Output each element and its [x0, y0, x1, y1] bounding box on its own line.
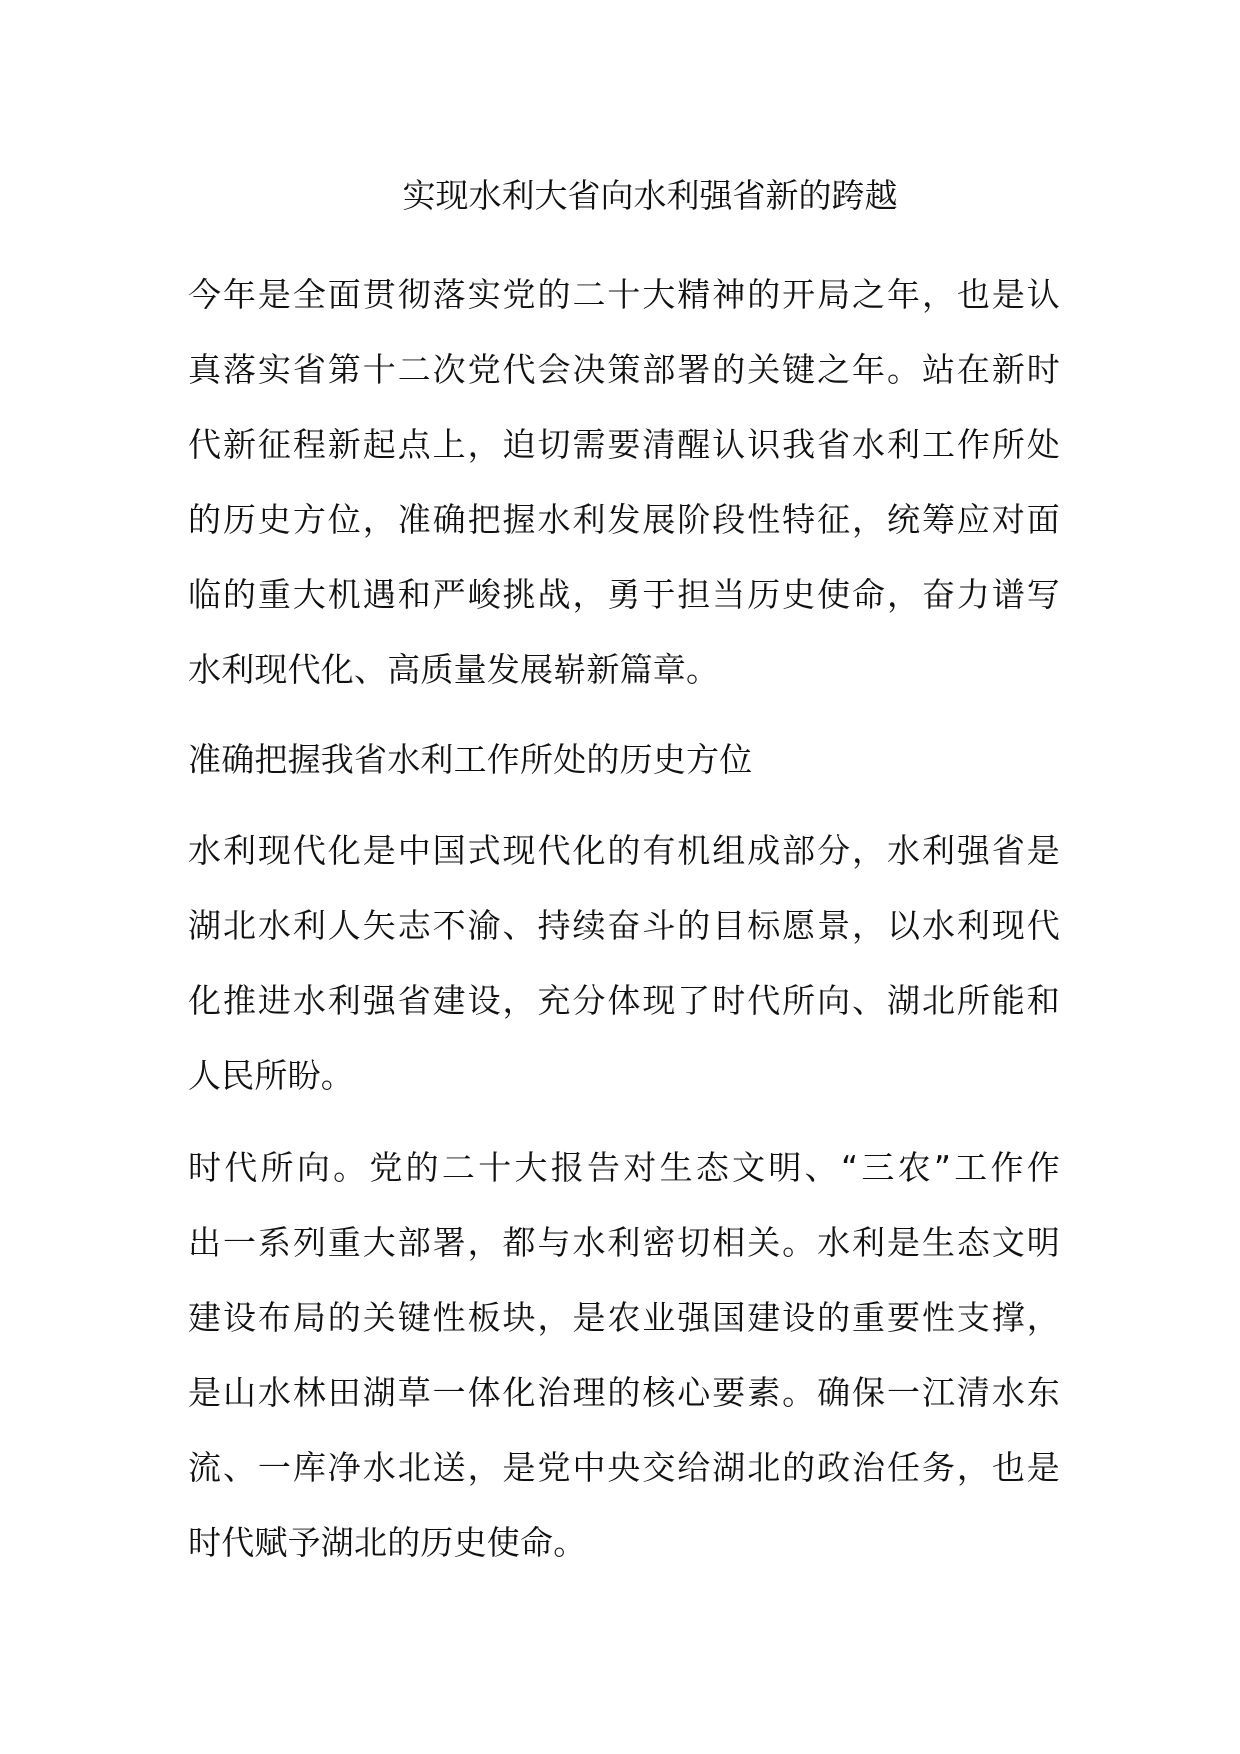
paragraph-line: 时代所向。党的二十大报告对生态文明、“三农”工作作 [188, 1148, 1060, 1187]
paragraph-line: 出一系列重大部署，都与水利密切相关。水利是生态文明 [188, 1223, 1060, 1262]
paragraph-line: 建设布局的关键性板块，是农业强国建设的重要性支撑， [188, 1298, 1060, 1337]
paragraph [188, 1130, 1060, 1580]
paragraph-line: 代新征程新起点上，迫切需要清醒认识我省水利工作所处 [188, 425, 1060, 464]
paragraph-line: 化推进水利强省建设，充分体现了时代所向、湖北所能和 [188, 981, 1060, 1020]
paragraph-line: 人民所盼。 [188, 1056, 354, 1095]
paragraph-line: 流、一库净水北送，是党中央交给湖北的政治任务，也是 [188, 1448, 1060, 1487]
document-title: 实现水利大省向水利强省新的跨越 [402, 176, 898, 215]
section-heading [188, 722, 1060, 797]
paragraph-line: 水利现代化是中国式现代化的有机组成部分，水利强省是 [188, 831, 1060, 870]
paragraph-line: 时代赋予湖北的历史使命。 [188, 1523, 587, 1562]
paragraph-line: 今年是全面贯彻落实党的二十大精神的开局之年，也是认 [188, 275, 1060, 314]
paragraph-line: 湖北水利人矢志不渝、持续奋斗的目标愿景，以水利现代 [188, 906, 1060, 945]
paragraph [188, 257, 1060, 707]
paragraph-line: 的历史方位，准确把握水利发展阶段性特征，统筹应对面 [188, 500, 1060, 539]
section-heading-text: 准确把握我省水利工作所处的历史方位 [188, 740, 753, 779]
paragraph-line: 是山水林田湖草一体化治理的核心要素。确保一江清水东 [188, 1373, 1060, 1412]
paragraph-line: 临的重大机遇和严峻挑战，勇于担当历史使命，奋力谱写 [188, 575, 1060, 614]
paragraph-line: 水利现代化、高质量发展崭新篇章。 [188, 650, 720, 689]
paragraph-line: 真落实省第十二次党代会决策部署的关键之年。站在新时 [188, 350, 1060, 389]
paragraph [188, 813, 1060, 1113]
